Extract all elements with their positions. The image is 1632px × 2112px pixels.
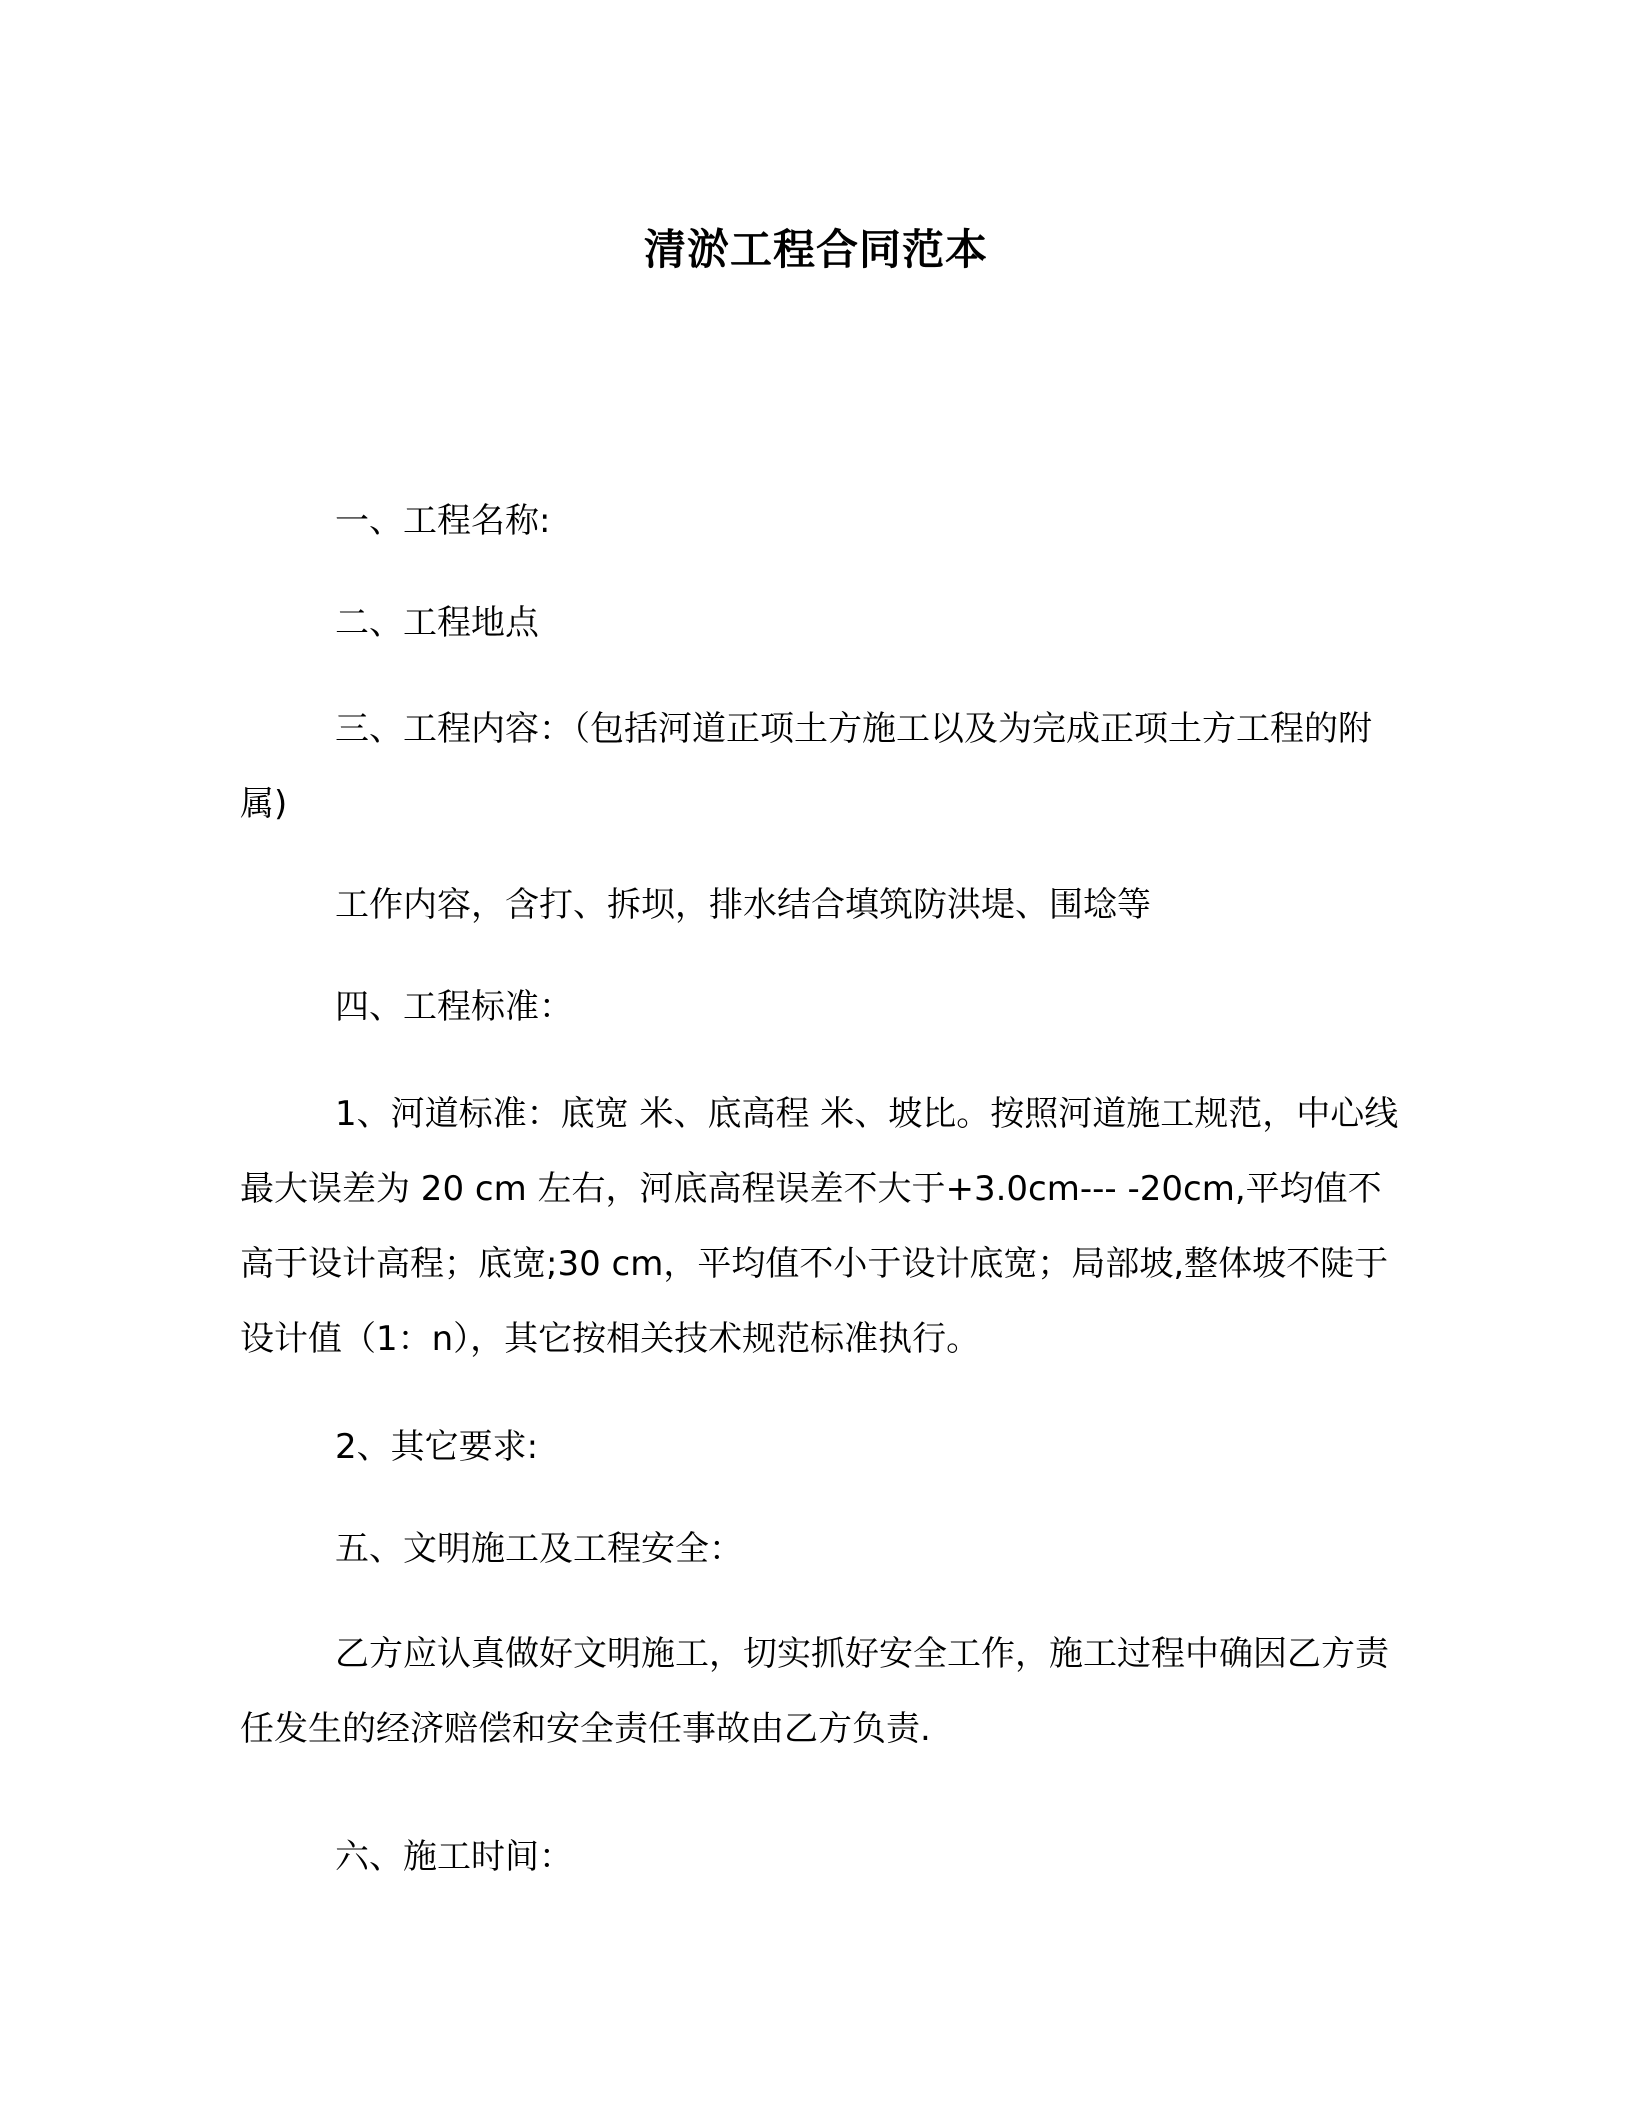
section-project-location: 二、工程地点 xyxy=(335,603,539,643)
section-project-standard: 四、工程标准： xyxy=(335,987,573,1027)
document-title: 清淤工程合同范本 xyxy=(643,225,988,274)
section-civilized-safety: 五、文明施工及工程安全： xyxy=(335,1529,743,1569)
safety-responsibility-paragraph: 乙方应认真做好文明施工，切实抓好安全工作，施工过程中确因乙方责任发生的经济赔偿和安全责任事故由乙方负责. xyxy=(240,1634,1389,1749)
work-content-paragraph: 工作内容，含打、拆坝，排水结合填筑防洪堤、围埝等 xyxy=(335,885,1151,925)
section-project-name: 一、工程名称: xyxy=(335,501,551,541)
other-requirements: 2、其它要求: xyxy=(335,1427,539,1467)
river-standard-paragraph: 1、河道标准：底宽 米、底高程 米、坡比。按照河道施工规范，中心线最大误差为 20 cm 左右，河底高程误差不大于+3.0cm--- -20cm,平均值不高于设计高程；底宽;30 cm，平均值不小于设计底宽；局部坡,整体坡不陡于设计值（1：n），其它按相关技术规范标准执行。 xyxy=(240,1094,1399,1359)
section-construction-time: 六、施工时间： xyxy=(335,1837,573,1877)
section-project-content: 三、工程内容：（包括河道正项土方施工以及为完成正项土方工程的附属) xyxy=(240,709,1372,824)
